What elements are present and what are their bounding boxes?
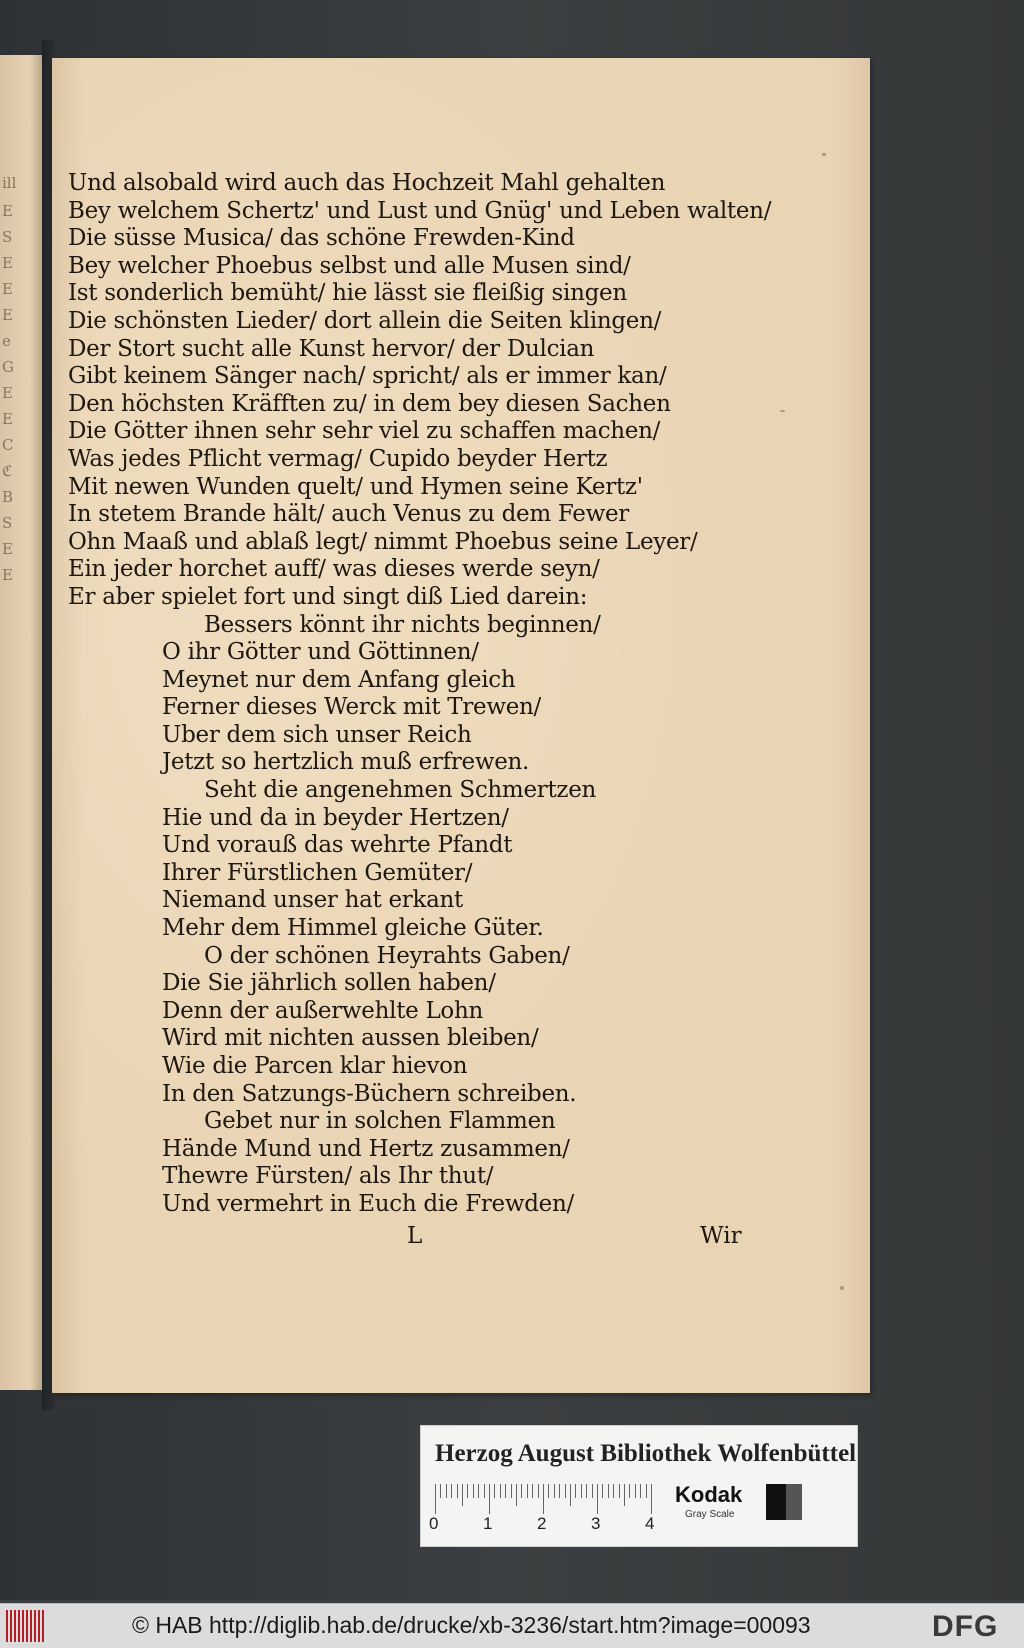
ruler-tick xyxy=(489,1484,490,1514)
prev-page-glyph: E xyxy=(2,281,13,297)
verse-line: Wie die Parcen klar hievon xyxy=(162,1053,468,1079)
prev-page-glyph: S xyxy=(2,515,13,531)
ruler-tick xyxy=(597,1484,598,1514)
previous-page-edge xyxy=(0,55,44,1390)
prev-page-glyph: ℭ xyxy=(2,463,13,479)
text-line: Mit newen Wunden quelt/ und Hymen seine Kertz' xyxy=(68,473,643,500)
prev-page-glyph: E xyxy=(2,567,13,583)
page-footer xyxy=(52,1223,870,1253)
ruler-tick xyxy=(575,1484,576,1498)
verse-line: Thewre Fürsten/ als Ihr thut/ xyxy=(162,1163,494,1190)
verse-line: Und vorauß das wehrte Pfandt xyxy=(162,832,513,859)
text-line: Bey welchem Schertz' und Lust und Gnüg' und Leben walten/ xyxy=(68,197,772,224)
ruler-tick xyxy=(640,1484,641,1498)
ruler-tick xyxy=(467,1484,468,1498)
ruler-tick xyxy=(435,1484,436,1514)
ruler-tick xyxy=(440,1484,441,1498)
signature-mark: L xyxy=(407,1223,423,1249)
page-text xyxy=(68,170,828,1219)
kodak-logo: Kodak xyxy=(675,1482,743,1507)
text-line: Bey welcher Phoebus selbst und alle Musen sind/ xyxy=(68,252,631,279)
verse-line: Bessers könnt ihr nichts beginnen/ xyxy=(204,611,601,638)
text-line: Den höchsten Kräfften zu/ in dem bey diesen Sachen xyxy=(68,390,671,417)
scale-ruler xyxy=(435,1484,665,1514)
prev-page-glyph: E xyxy=(2,255,13,271)
prev-page-glyph: C xyxy=(2,437,14,453)
ruler-tick xyxy=(592,1484,593,1498)
text-line: Er aber spielet fort und singt diß Lied darein: xyxy=(68,583,588,610)
ruler-tick xyxy=(527,1484,528,1498)
catchword: Wir xyxy=(700,1223,742,1249)
ruler-tick xyxy=(570,1484,571,1506)
ruler-number: 3 xyxy=(591,1514,601,1533)
verse-line: Wird mit nichten aussen bleiben/ xyxy=(162,1025,539,1052)
verse-line: Gebet nur in solchen Flammen xyxy=(204,1108,556,1135)
ruler-tick xyxy=(646,1484,647,1498)
ruler-tick xyxy=(602,1484,603,1498)
ruler-tick xyxy=(478,1484,479,1498)
verse-line: Niemand unser hat erkant xyxy=(162,887,463,914)
song-verse xyxy=(68,612,828,1219)
verse-line: In den Satzungs-Büchern schreiben. xyxy=(162,1080,577,1107)
copyright-url[interactable]: © HAB http://diglib.hab.de/drucke/xb-3236/start.htm?image=00093 xyxy=(132,1612,811,1638)
footer-bar xyxy=(0,1603,1024,1648)
verse-line: Hie und da in beyder Hertzen/ xyxy=(162,804,509,831)
verse-line: Uber dem sich unser Reich xyxy=(162,721,472,748)
ruler-tick xyxy=(521,1484,522,1498)
verse-line: Und vermehrt in Euch die Frewden/ xyxy=(162,1190,574,1217)
ruler-tick xyxy=(532,1484,533,1498)
ruler-number: 4 xyxy=(645,1514,655,1533)
text-line: Die Götter ihnen sehr sehr viel zu schaffen machen/ xyxy=(68,418,661,445)
verse-line: Hände Mund und Hertz zusammen/ xyxy=(162,1135,570,1162)
ruler-number: 2 xyxy=(537,1514,547,1533)
verse-line: Die Sie jährlich sollen haben/ xyxy=(162,970,496,997)
ruler-tick xyxy=(651,1484,652,1514)
verse-line: O der schönen Heyrahts Gaben/ xyxy=(204,942,570,969)
ruler-tick xyxy=(613,1484,614,1498)
ruler-tick xyxy=(586,1484,587,1498)
ruler-tick xyxy=(500,1484,501,1498)
ruler-tick xyxy=(494,1484,495,1498)
prev-page-glyph: E xyxy=(2,411,13,427)
ruler-numbers xyxy=(429,1514,669,1534)
barcode-icon xyxy=(6,1610,46,1642)
paper-speck xyxy=(780,410,785,412)
ruler-tick xyxy=(548,1484,549,1498)
verse-line: Meynet nur dem Anfang gleich xyxy=(162,666,516,693)
ruler-tick xyxy=(608,1484,609,1498)
verse-line: O ihr Götter und Göttinnen/ xyxy=(162,639,479,666)
verse-line: Ihrer Fürstlichen Gemüter/ xyxy=(162,859,473,886)
kodak-subtitle: Gray Scale xyxy=(685,1509,735,1520)
library-label xyxy=(420,1425,858,1547)
text-line: Was jedes Pflicht vermag/ Cupido beyder Hertz xyxy=(68,445,608,472)
prev-page-glyph: B xyxy=(2,489,14,505)
ruler-tick xyxy=(505,1484,506,1498)
ruler-tick xyxy=(624,1484,625,1506)
text-line: Ohn Maaß und ablaß legt/ nimmt Phoebus seine Leyer/ xyxy=(68,528,698,555)
prev-page-glyph: S xyxy=(2,229,13,245)
ruler-tick xyxy=(462,1484,463,1506)
ruler-tick xyxy=(538,1484,539,1498)
prev-page-glyph: ill xyxy=(2,175,17,191)
ruler-number: 0 xyxy=(429,1514,439,1533)
ruler-tick xyxy=(565,1484,566,1498)
verse-line: Seht die angenehmen Schmertzen xyxy=(204,777,597,804)
text-line: Und alsobald wird auch das Hochzeit Mahl gehalten xyxy=(68,170,666,196)
ruler-tick xyxy=(559,1484,560,1498)
book-page xyxy=(52,58,870,1393)
ruler-tick xyxy=(446,1484,447,1498)
text-line: Ist sonderlich bemüht/ hie lässt sie fleißig singen xyxy=(68,280,627,307)
ruler-number: 1 xyxy=(483,1514,493,1533)
ruler-tick xyxy=(473,1484,474,1498)
prev-page-glyph: E xyxy=(2,307,13,323)
ruler-tick xyxy=(451,1484,452,1498)
ruler-tick xyxy=(457,1484,458,1498)
dfg-logo: DFG xyxy=(932,1610,999,1643)
ruler-tick xyxy=(554,1484,555,1498)
prev-page-glyph: E xyxy=(2,203,13,219)
library-name: Herzog August Bibliothek Wolfenbüttel xyxy=(435,1440,857,1467)
text-line: In stetem Brande hält/ auch Venus zu dem Fewer xyxy=(68,501,629,528)
verse-line: Denn der außerwehlte Lohn xyxy=(162,997,484,1024)
verse-line: Mehr dem Himmel gleiche Güter. xyxy=(162,915,544,942)
prev-page-glyph: e xyxy=(2,333,11,349)
text-line: Der Stort sucht alle Kunst hervor/ der Dulcian xyxy=(68,335,595,362)
prev-page-glyph: G xyxy=(2,359,14,375)
gray-scale-chip xyxy=(766,1484,802,1520)
paper-speck xyxy=(840,1286,844,1290)
verse-line: Ferner dieses Werck mit Trewen/ xyxy=(162,694,541,721)
ruler-tick xyxy=(484,1484,485,1498)
ruler-tick xyxy=(629,1484,630,1498)
ruler-tick xyxy=(635,1484,636,1498)
verse-line: Jetzt so hertzlich muß erfrewen. xyxy=(162,749,530,776)
ruler-tick xyxy=(511,1484,512,1498)
text-line: Die schönsten Lieder/ dort allein die Seiten klingen/ xyxy=(68,307,662,334)
prev-page-glyph: E xyxy=(2,541,13,557)
text-line: Gibt keinem Sänger nach/ spricht/ als er immer kan/ xyxy=(68,363,667,390)
prev-page-glyph: E xyxy=(2,385,13,401)
ruler-tick xyxy=(619,1484,620,1498)
ruler-tick xyxy=(581,1484,582,1498)
text-line: Ein jeder horchet auff/ was dieses werde seyn/ xyxy=(68,556,600,583)
text-line: Die süsse Musica/ das schöne Frewden-Kind xyxy=(68,225,575,252)
ruler-tick xyxy=(543,1484,544,1514)
paper-speck xyxy=(822,153,826,156)
ruler-tick xyxy=(516,1484,517,1506)
